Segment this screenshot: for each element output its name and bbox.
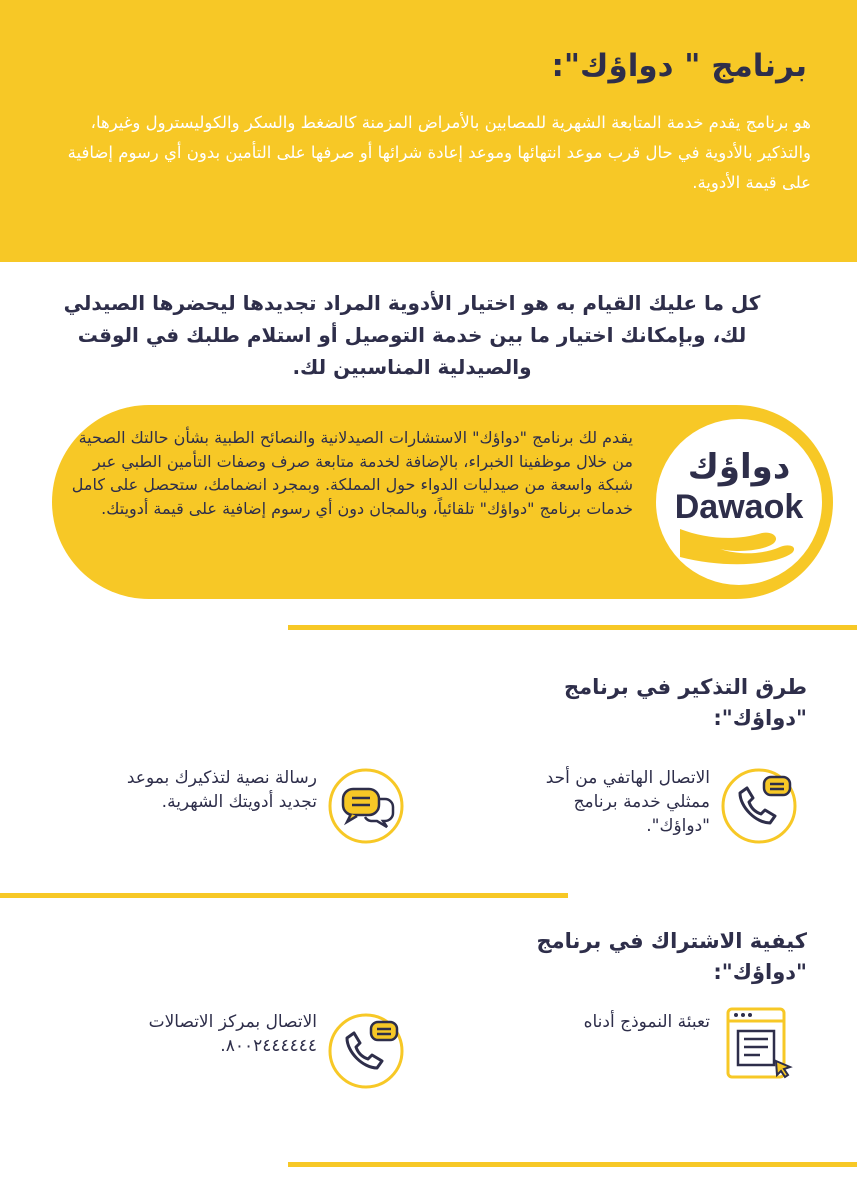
chat-bubbles-icon xyxy=(327,767,405,845)
divider xyxy=(0,893,568,898)
phone-call-icon xyxy=(327,1012,405,1090)
reminder-sms-text: رسالة نصية لتذكيرك بموعد تجديد أدويتك الشهرية. xyxy=(126,768,317,812)
divider xyxy=(288,625,857,630)
pill-paragraph: يقدم لك برنامج "دواؤك" الاستشارات الصيدلانية والنصائح الطبية بشأن حالتك الصحية من خلال موظفينا الخبراء، بالإضافة لخدمة متابعة صرف وصفات التأمين الطبي عبر شبكة واسعة من صيدليات الدواء حول المملكة. وبمجرد انضمامك، ستحصل على كامل خدمات برنامج "دواؤك" تلقائياً، وبالمجان دون أي رسوم إضافية على قيمة أدويتك. xyxy=(71,428,633,518)
dawaok-logo xyxy=(656,419,822,585)
intro-paragraph: هو برنامج يقدم خدمة المتابعة الشهرية للمصابين بالأمراض المزمنة كالضغط والسكر والكوليسترول وغيرها، والتذكير بالأدوية في حال قرب موعد انتهائها وموعد إعادة شرائها أو صرفها على التأمين بدون أي رسوم إضافية على قيمة الأدوية. xyxy=(67,113,811,192)
lead-paragraph: كل ما عليك القيام به هو اختيار الأدوية المراد تجديدها ليحضرها الصيدلي لك، وبإمكانك اختيار ما بين خدمة التوصيل أو استلام طلبك في الوقت والصيدلية المناسبين لك. xyxy=(63,291,761,379)
logo-latin-text: Dawaok xyxy=(674,488,804,526)
hand-icon xyxy=(676,519,802,569)
phone-call-icon xyxy=(720,767,798,845)
subscribe-call-text: الاتصال بمركز الاتصالات ٨٠٠٢٤٤٤٤٤٤. xyxy=(148,1012,317,1056)
reminders-title: طرق التذكير في برنامج "دواؤك": xyxy=(563,675,807,730)
subscribe-title: كيفية الاشتراك في برنامج "دواؤك": xyxy=(536,929,807,984)
logo-arabic-text: دواؤك xyxy=(687,447,791,487)
subscribe-form-text: تعبئة النموذج أدناه xyxy=(583,1012,710,1032)
divider xyxy=(288,1162,857,1167)
page-title: برنامج " دواؤك": xyxy=(551,48,807,84)
reminder-phone-text: الاتصال الهاتفي من أحد ممثلي خدمة برنامج "دواؤك". xyxy=(545,768,710,836)
web-form-icon xyxy=(720,1005,798,1083)
